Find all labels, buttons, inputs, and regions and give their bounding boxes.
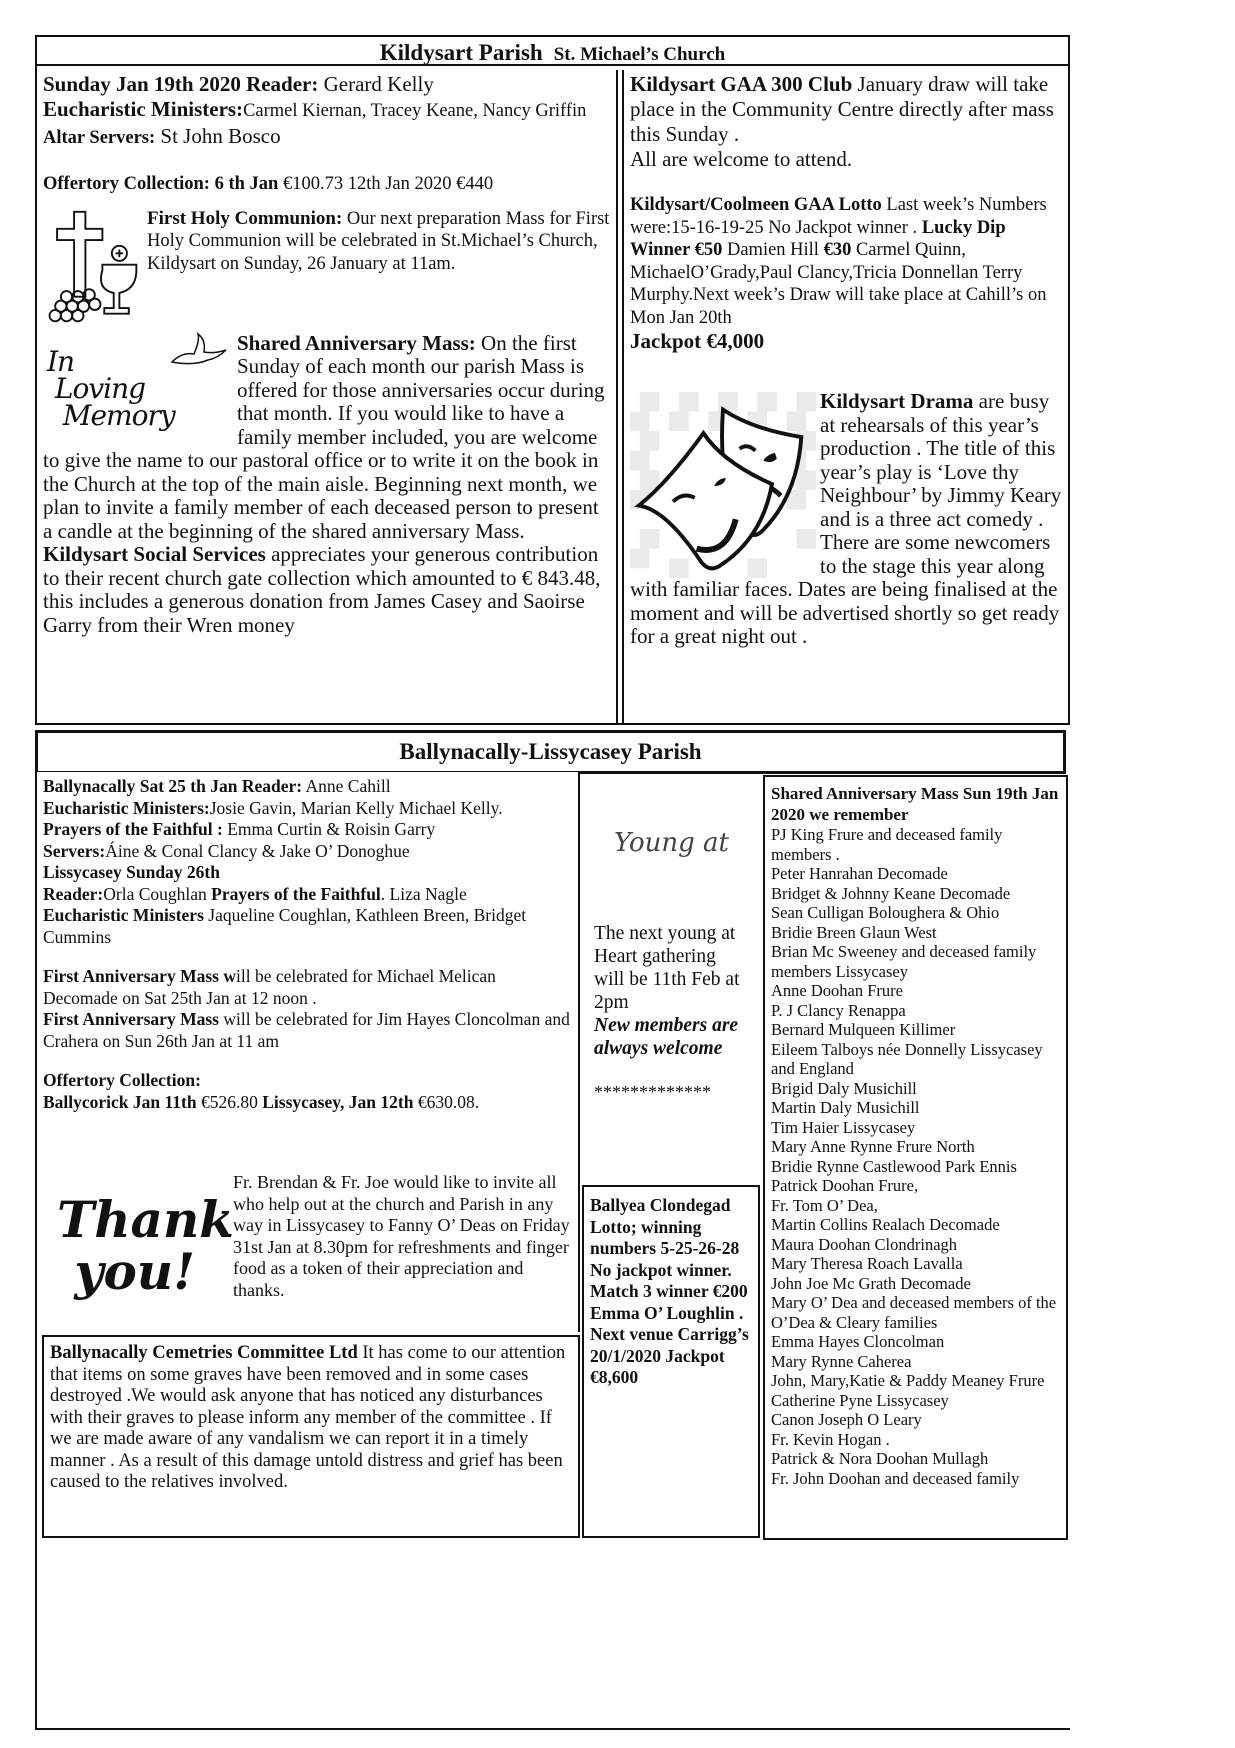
gaa-lotto-jackpot: Jackpot €4,000 <box>630 329 765 353</box>
young-at-heart-logo: Young at <box>614 828 729 858</box>
gaa-300-club-paragraph: Kildysart GAA 300 Club January draw will take place in the Community Centre directly after mass this Sunday . <box>630 72 1054 146</box>
offertory-label: Offertory Collection: <box>43 1070 201 1090</box>
eucharistic-ministers-line: Eucharistic Ministers:Carmel Kiernan, Tracey Keane, Nancy Griffin <box>43 97 587 121</box>
remembered-name-item: Catherine Pyne Lissycasey <box>771 1390 949 1410</box>
theatre-masks-icon <box>630 392 816 578</box>
shared-anniversary-block: In Loving Memory Shared Anniversary Mass: On the first Sunday of each month our parish Mass is offered for those anniversaries occur during that month. If you would like to have a family member included, you are welcome to give the name to our pastoral office or to write it on the book in the Church at the top of the main aisle. Beginning next month, we plan to invite a family member of each deceased person to present a candle at the beginning of the shared anniversary Mass. <box>43 330 605 543</box>
thanks-block: Thank you! Fr. Brendan & Fr. Joe would like to invite all who help out at the church and Parish in any way in Lissycasey to Fanny O’ Deas on Friday 31st Jan at 8.30pm for refreshments and finger food as a token of their appreciation and thanks. <box>37 1172 580 1332</box>
remembered-name-item: Mary Rynne Caherea <box>771 1351 912 1371</box>
remembered-name-item: Patrick Doohan Frure, <box>771 1176 919 1195</box>
ballynacally-left-column: Ballynacally Sat 25 th Jan Reader: Anne Cahill Eucharistic Ministers:Josie Gavin, Marian Kelly Michael Kelly. Prayers of the Faithful : Emma Curtin & Roisin Garry Servers:Áine & Conal Clancy & Jake O’ Donoghue Lissycasey Sunday 26th Reader:Orla Coughlan Prayers of the Faithful. Liza Nagle Eucharistic Ministers Jaqueline Coughlan, Kathleen Breen, Bridget Cummins First Anniversary Mass will be celebrated for Michael Melican Decomade on Sat 25th Jan at 12 noon . First Anniversary Mass will be celebrated for Jim Hayes Cloncolman and Crahera on Sun 26th Jan at 11 am Offertory Collection: Ballycorick Jan 11th €526.80 Lissycasey, Jan 12th €630.08. <box>37 772 580 1172</box>
offertory-values: Ballycorick Jan 11th €526.80 Lissycasey, Jan 12th €630.08. <box>43 1091 480 1112</box>
ballynacally-title: Ballynacally-Lissycasey Parish <box>399 739 702 764</box>
kildysart-left-column <box>37 70 618 723</box>
social-services-paragraph: Kildysart Social Services appreciates your generous contribution to their recent church gate collection which amounted to € 843.48, this includes a generous donation from James Casey and Saoirse Garry from their Wren money <box>43 542 601 637</box>
remembered-name-item: Fr. Kevin Hogan . <box>771 1429 890 1449</box>
remembered-name-item: Fr. Tom O’ Dea, <box>771 1195 878 1215</box>
in-loving-memory-logo <box>43 332 233 432</box>
remembered-name-item: Tim Haier Lissycasey <box>771 1117 916 1137</box>
first-holy-communion-block: First Holy Communion: Our next preparation Mass for First Holy Communion will be celebrated in St.Michael’s Church, Kildysart on Sunday, 26 January at 11am. <box>43 208 610 326</box>
sunday-reader-line: Sunday Jan 19th 2020 Reader: Gerard Kelly <box>43 72 434 96</box>
remembered-name-item: Mary O’ Dea and deceased members of the O’Dea & Cleary families <box>771 1293 1057 1332</box>
memory-logo-text: In Loving Memory <box>47 344 175 432</box>
remembered-name-item: P. J Clancy Renappa <box>771 1000 906 1020</box>
remembered-name-item: John, Mary,Katie & Paddy Meaney Frure <box>771 1371 1045 1390</box>
kildysart-header <box>37 40 1068 66</box>
remembered-names-list <box>771 825 1060 1488</box>
remembered-name-item: Mary Theresa Roach Lavalla <box>771 1254 963 1273</box>
remembered-name-item: John Joe Mc Grath Decomade <box>771 1273 971 1293</box>
altar-servers-line: Altar Servers: St John Bosco <box>43 124 281 148</box>
remembered-name-item: Emma Hayes Cloncolman <box>771 1332 945 1351</box>
remembered-name-item: Eileem Talboys née Donnelly Lissycasey and England <box>771 1039 1043 1078</box>
separator-stars: ************* <box>594 1082 711 1102</box>
ballynacally-header <box>35 730 1066 774</box>
offertory-collection-line: Offertory Collection: 6 th Jan €100.73 12th Jan 2020 €440 <box>43 174 494 194</box>
remembered-name-item: Maura Doohan Clondrinagh <box>771 1234 958 1254</box>
remembered-name-item: Canon Joseph O Leary <box>771 1410 922 1429</box>
thank-you-logo: Thank you! <box>57 1190 234 1301</box>
shared-anniversary-list-box: Shared Anniversary Mass Sun 19th Jan 2020 we remember PJ King Frure and deceased family members . Peter Hanrahan Decomade Bridget & Johnny Keane Decomade Sean Culligan Boloughera & Ohio Bridie Breen Glaun West Brian Mc Sweeney and deceased family members Lissycasey Anne Doohan Frure P. J Clancy Renappa Bernard Mulqueen Killimer Eileem Talboys née Donnelly Lissycasey and England Brigid Daly Musichill Martin Daly Musichill Tim Haier Lissycasey Mary Anne Rynne Frure North Bridie Rynne Castlewood Park Ennis Patrick Doohan Frure, Fr. Tom O’ Dea, Martin Collins Realach Decomade Maura Doohan Clondrinagh Mary Theresa Roach Lavalla John Joe Mc Grath Decomade Mary O’ Dea and deceased members of the O’Dea & Cleary families Emma Hayes Cloncolman Mary Rynne Caherea John, Mary,Katie & Paddy Meaney Frure Catherine Pyne Lissycasey Canon Joseph O Leary Fr. Kevin Hogan . Patrick & Nora Doohan Mullagh Fr. John Doohan and deceased family <box>763 775 1068 1540</box>
kildysart-right-column <box>622 70 1068 723</box>
first-anniversary-2: First Anniversary Mass will be celebrated for Jim Hayes Cloncolman and Crahera on Sun 26th Jan at 11 am <box>43 1009 570 1051</box>
remembered-name-item: Sean Culligan Boloughera & Ohio <box>771 903 1000 922</box>
remembered-name-item: Brigid Daly Musichill <box>771 1078 917 1098</box>
remembered-name-item: Bridie Rynne Castlewood Park Ennis <box>771 1156 1017 1176</box>
remembered-name-item: Martin Collins Realach Decomade <box>771 1215 1000 1234</box>
remembered-name-item: Bridget & Johnny Keane Decomade <box>771 883 1011 903</box>
remembered-name-item: Brian Mc Sweeney and deceased family members Lissycasey <box>771 942 1037 981</box>
remembered-name-item: Bernard Mulqueen Killimer <box>771 1020 956 1039</box>
remembered-name-item: Martin Daly Musichill <box>771 1098 920 1117</box>
remembered-name-item: Peter Hanrahan Decomade <box>771 864 948 883</box>
gaa-lotto-paragraph: Kildysart/Coolmeen GAA Lotto Last week’s Numbers were:15-16-19-25 No Jackpot winner . Lucky Dip Winner €50 Damien Hill €30 Carmel Quinn, MichaelO’Grady,Paul Clancy,Tricia Donnellan Terry Murphy.Next week’s Draw will take place at Cahill’s on Mon Jan 20th <box>630 195 1047 328</box>
remembered-name-item: PJ King Frure and deceased family members . <box>771 825 1003 864</box>
remembered-name-item: Bridie Breen Glaun West <box>771 922 937 942</box>
kildysart-subtitle: St. Michael’s Church <box>553 44 726 65</box>
remembered-name-item: Fr. John Doohan and deceased family <box>771 1468 1020 1488</box>
cemeteries-committee-box: Ballynacally Cemetries Committee Ltd It has come to our attention that items on some graves have been removed and in some cases destroyed .We would ask anyone that has noticed any disturbances with their graves to please inform any member of the committee . If we are made aware of any vandalism we can report it in a timely manner . As a result of this damage untold distress and grief has been caused to the relatives involved. <box>42 1335 580 1538</box>
remembered-name-item: Patrick & Nora Doohan Mullagh <box>771 1449 989 1468</box>
remembered-name-item: Anne Doohan Frure <box>771 981 903 1000</box>
drama-block: Kildysart Drama are busy at rehearsals of this year’s production . The title of this year’s play is ‘Love thy Neighbour’ by Jimmy Keary and is a three act comedy . There are some newcomers to the stage this year along with familiar faces. Dates are being finalised at the moment and will be advertised shortly so get ready for a great night out . <box>630 389 1062 648</box>
communion-cross-chalice-icon <box>43 208 141 326</box>
club-welcome-line: All are welcome to attend. <box>630 147 853 171</box>
ballyea-lotto-box: Ballyea Clondegad Lotto; winning numbers 5-25-26-28 No jackpot winner. Match 3 winner €200 Emma O’ Loughlin . Next venue Carrigg’s 20/1/2020 Jackpot €8,600 <box>582 1185 760 1538</box>
remembered-name-item: Mary Anne Rynne Frure North <box>771 1137 975 1156</box>
young-at-heart-box: Young at The next young at Heart gathering will be 11th Feb at 2pm New members are always welcome ************* <box>580 772 763 1185</box>
first-anniversary-1: First Anniversary Mass will be celebrated for Michael Melican Decomade on Sat 25th Jan at 12 noon . <box>43 966 496 1008</box>
kildysart-title: Kildysart Parish <box>379 40 543 65</box>
